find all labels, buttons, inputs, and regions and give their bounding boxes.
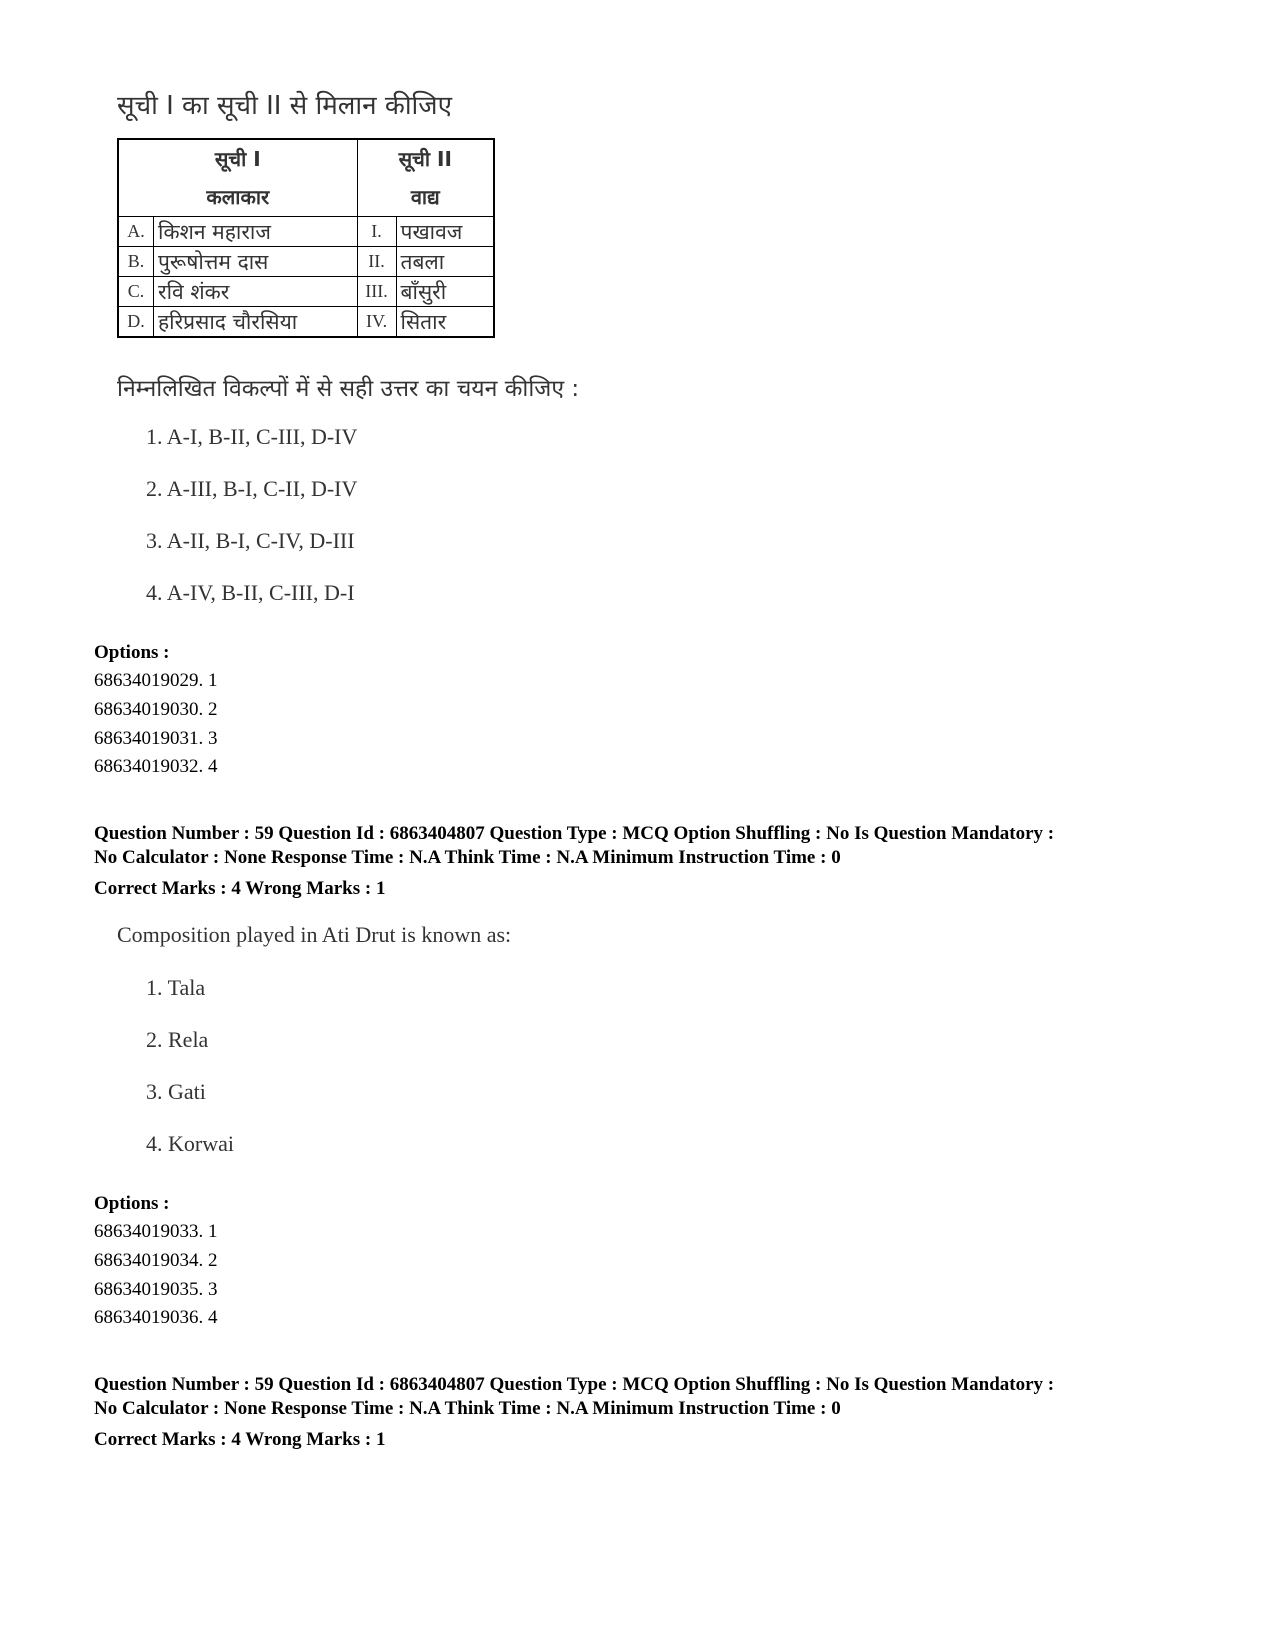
question-meta-line1: Question Number : 59 Question Id : 6863404807 Question Type : MCQ Option Shuffling : No Is Question Mandatory :	[94, 823, 1055, 844]
question-meta-line2: No Calculator : None Response Time : N.A Think Time : N.A Minimum Instruction Time : 0	[94, 1398, 841, 1419]
artist-cell: रवि शंकर	[154, 277, 358, 307]
option-line: 68634019036. 4	[94, 1307, 218, 1328]
match-table	[117, 138, 495, 338]
option-line: 68634019032. 4	[94, 756, 218, 777]
choice-item: 4. A-IV, B-II, C-III, D-I	[146, 580, 355, 605]
table-row	[118, 217, 494, 247]
row-letter: D.	[118, 307, 154, 338]
option-line: 68634019030. 2	[94, 699, 218, 720]
question-meta	[94, 822, 1214, 870]
choice-item: 1. Tala	[146, 975, 206, 1000]
row-roman: IV.	[357, 307, 396, 338]
table-row	[118, 277, 494, 307]
choice-item: 1. A-I, B-II, C-III, D-IV	[146, 424, 358, 449]
artist-cell: पुरूषोत्तम दास	[154, 247, 358, 277]
list-2-title: सूची II	[398, 147, 452, 171]
match-question-title: सूची I का सूची II से मिलान कीजिए	[117, 91, 452, 121]
match-question-instruction: निम्नलिखित विकल्पों में से सही उत्तर का चयन कीजिए :	[117, 376, 580, 402]
table-row	[118, 307, 494, 338]
list-2-subtitle: वाद्य	[410, 185, 440, 209]
option-line: 68634019034. 2	[94, 1250, 218, 1271]
instrument-cell: सितार	[396, 307, 494, 338]
question-prompt: Composition played in Ati Drut is known as:	[117, 922, 512, 947]
option-line: 68634019031. 3	[94, 728, 218, 749]
list-1-title: सूची I	[214, 147, 261, 171]
choice-item: 3. A-II, B-I, C-IV, D-III	[146, 528, 355, 553]
instrument-cell: बाँसुरी	[396, 277, 494, 307]
row-roman: II.	[357, 247, 396, 277]
choice-item: 4. Korwai	[146, 1131, 234, 1156]
list-1-header	[118, 139, 357, 217]
table-row	[118, 247, 494, 277]
artist-cell: हरिप्रसाद चौरसिया	[154, 307, 358, 338]
choice-item: 2. A-III, B-I, C-II, D-IV	[146, 476, 358, 501]
artist-cell: किशन महाराज	[154, 217, 358, 247]
question-marks: Correct Marks : 4 Wrong Marks : 1	[94, 1429, 386, 1450]
options-heading: Options :	[94, 642, 170, 663]
instrument-cell: पखावज	[396, 217, 494, 247]
row-roman: III.	[357, 277, 396, 307]
question-meta	[94, 1373, 1214, 1421]
options-heading: Options :	[94, 1193, 170, 1214]
question-marks: Correct Marks : 4 Wrong Marks : 1	[94, 878, 386, 899]
row-letter: C.	[118, 277, 154, 307]
row-letter: A.	[118, 217, 154, 247]
row-roman: I.	[357, 217, 396, 247]
option-line: 68634019035. 3	[94, 1279, 218, 1300]
choice-item: 2. Rela	[146, 1027, 209, 1052]
instrument-cell: तबला	[396, 247, 494, 277]
question-meta-line2: No Calculator : None Response Time : N.A Think Time : N.A Minimum Instruction Time : 0	[94, 847, 841, 868]
option-line: 68634019033. 1	[94, 1221, 218, 1242]
row-letter: B.	[118, 247, 154, 277]
question-meta-line1: Question Number : 59 Question Id : 6863404807 Question Type : MCQ Option Shuffling : No Is Question Mandatory :	[94, 1374, 1055, 1395]
choice-item: 3. Gati	[146, 1079, 206, 1104]
match-table-header	[118, 139, 494, 217]
list-2-header	[357, 139, 494, 217]
list-1-subtitle: कलाकार	[206, 185, 270, 209]
option-line: 68634019029. 1	[94, 670, 218, 691]
